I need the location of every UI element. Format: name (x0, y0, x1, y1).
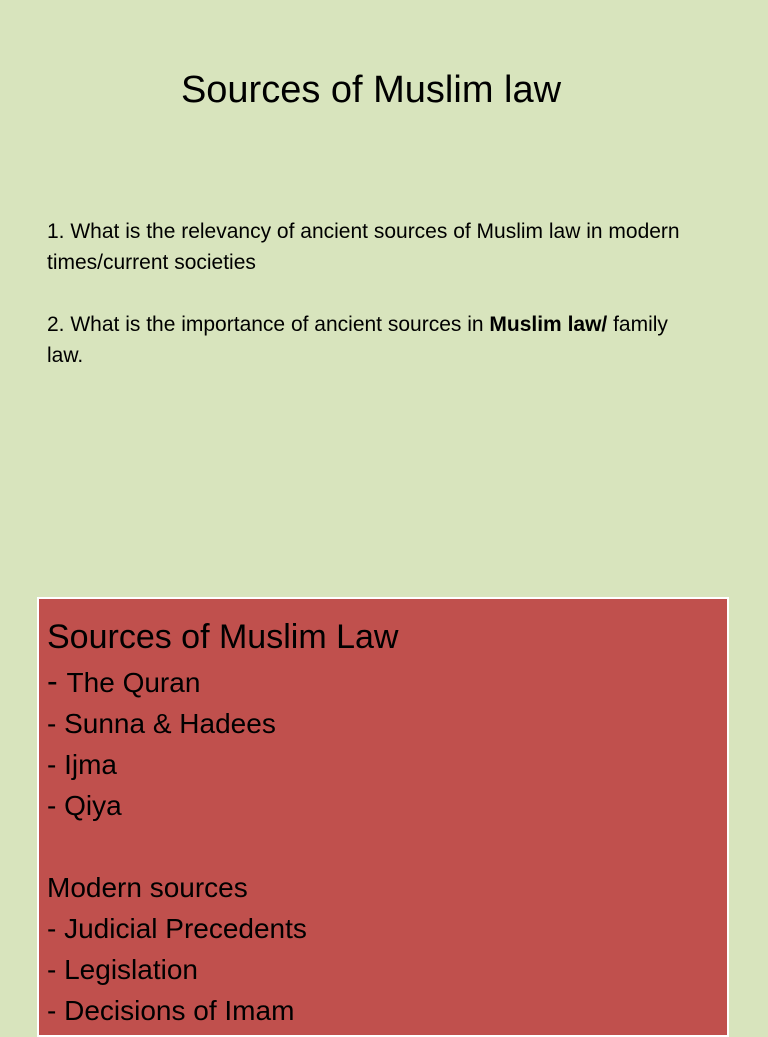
question-1: 1. What is the relevancy of ancient sources of Muslim law in modern times/current societies (47, 220, 680, 274)
list-item (47, 949, 727, 990)
list-item (47, 990, 727, 1031)
list-item (47, 744, 727, 785)
modern-sources-title: Modern sources (47, 872, 248, 903)
slide-title: Sources of Muslim law (180, 69, 562, 111)
list-item (47, 703, 727, 744)
bullet-dash: - (47, 749, 65, 780)
modern-sources-list (47, 908, 727, 1031)
list-item-label: Decisions of Imam (64, 995, 295, 1026)
bullet-dash: - (47, 954, 65, 985)
ancient-sources-list (47, 661, 727, 826)
list-item (47, 785, 727, 826)
question-2-suffix: family law. (47, 313, 668, 367)
spacer (47, 826, 727, 867)
list-item-label: Judicial Precedents (64, 913, 307, 944)
question-2-prefix: 2. What is the importance of ancient sources in (47, 313, 490, 336)
bullet-dash: - (47, 995, 65, 1026)
list-item-label: Qiya (64, 790, 122, 821)
questions-block (47, 216, 707, 402)
bullet-dash: - (47, 663, 67, 699)
question-2-bold: Muslim law/ (489, 313, 608, 336)
bullet-dash: - (47, 913, 65, 944)
sources-box-title: Sources of Muslim Law (47, 618, 399, 656)
list-item-label: Ijma (64, 749, 118, 780)
bullet-dash: - (47, 708, 65, 739)
list-item-label: Sunna & Hadees (64, 708, 276, 739)
bullet-dash: - (47, 790, 65, 821)
list-item (47, 908, 727, 949)
sources-box (37, 597, 729, 1037)
question-2 (47, 309, 707, 371)
list-item-label: The Quran (66, 667, 201, 698)
list-item (47, 661, 727, 703)
list-item-label: Legislation (64, 954, 198, 985)
